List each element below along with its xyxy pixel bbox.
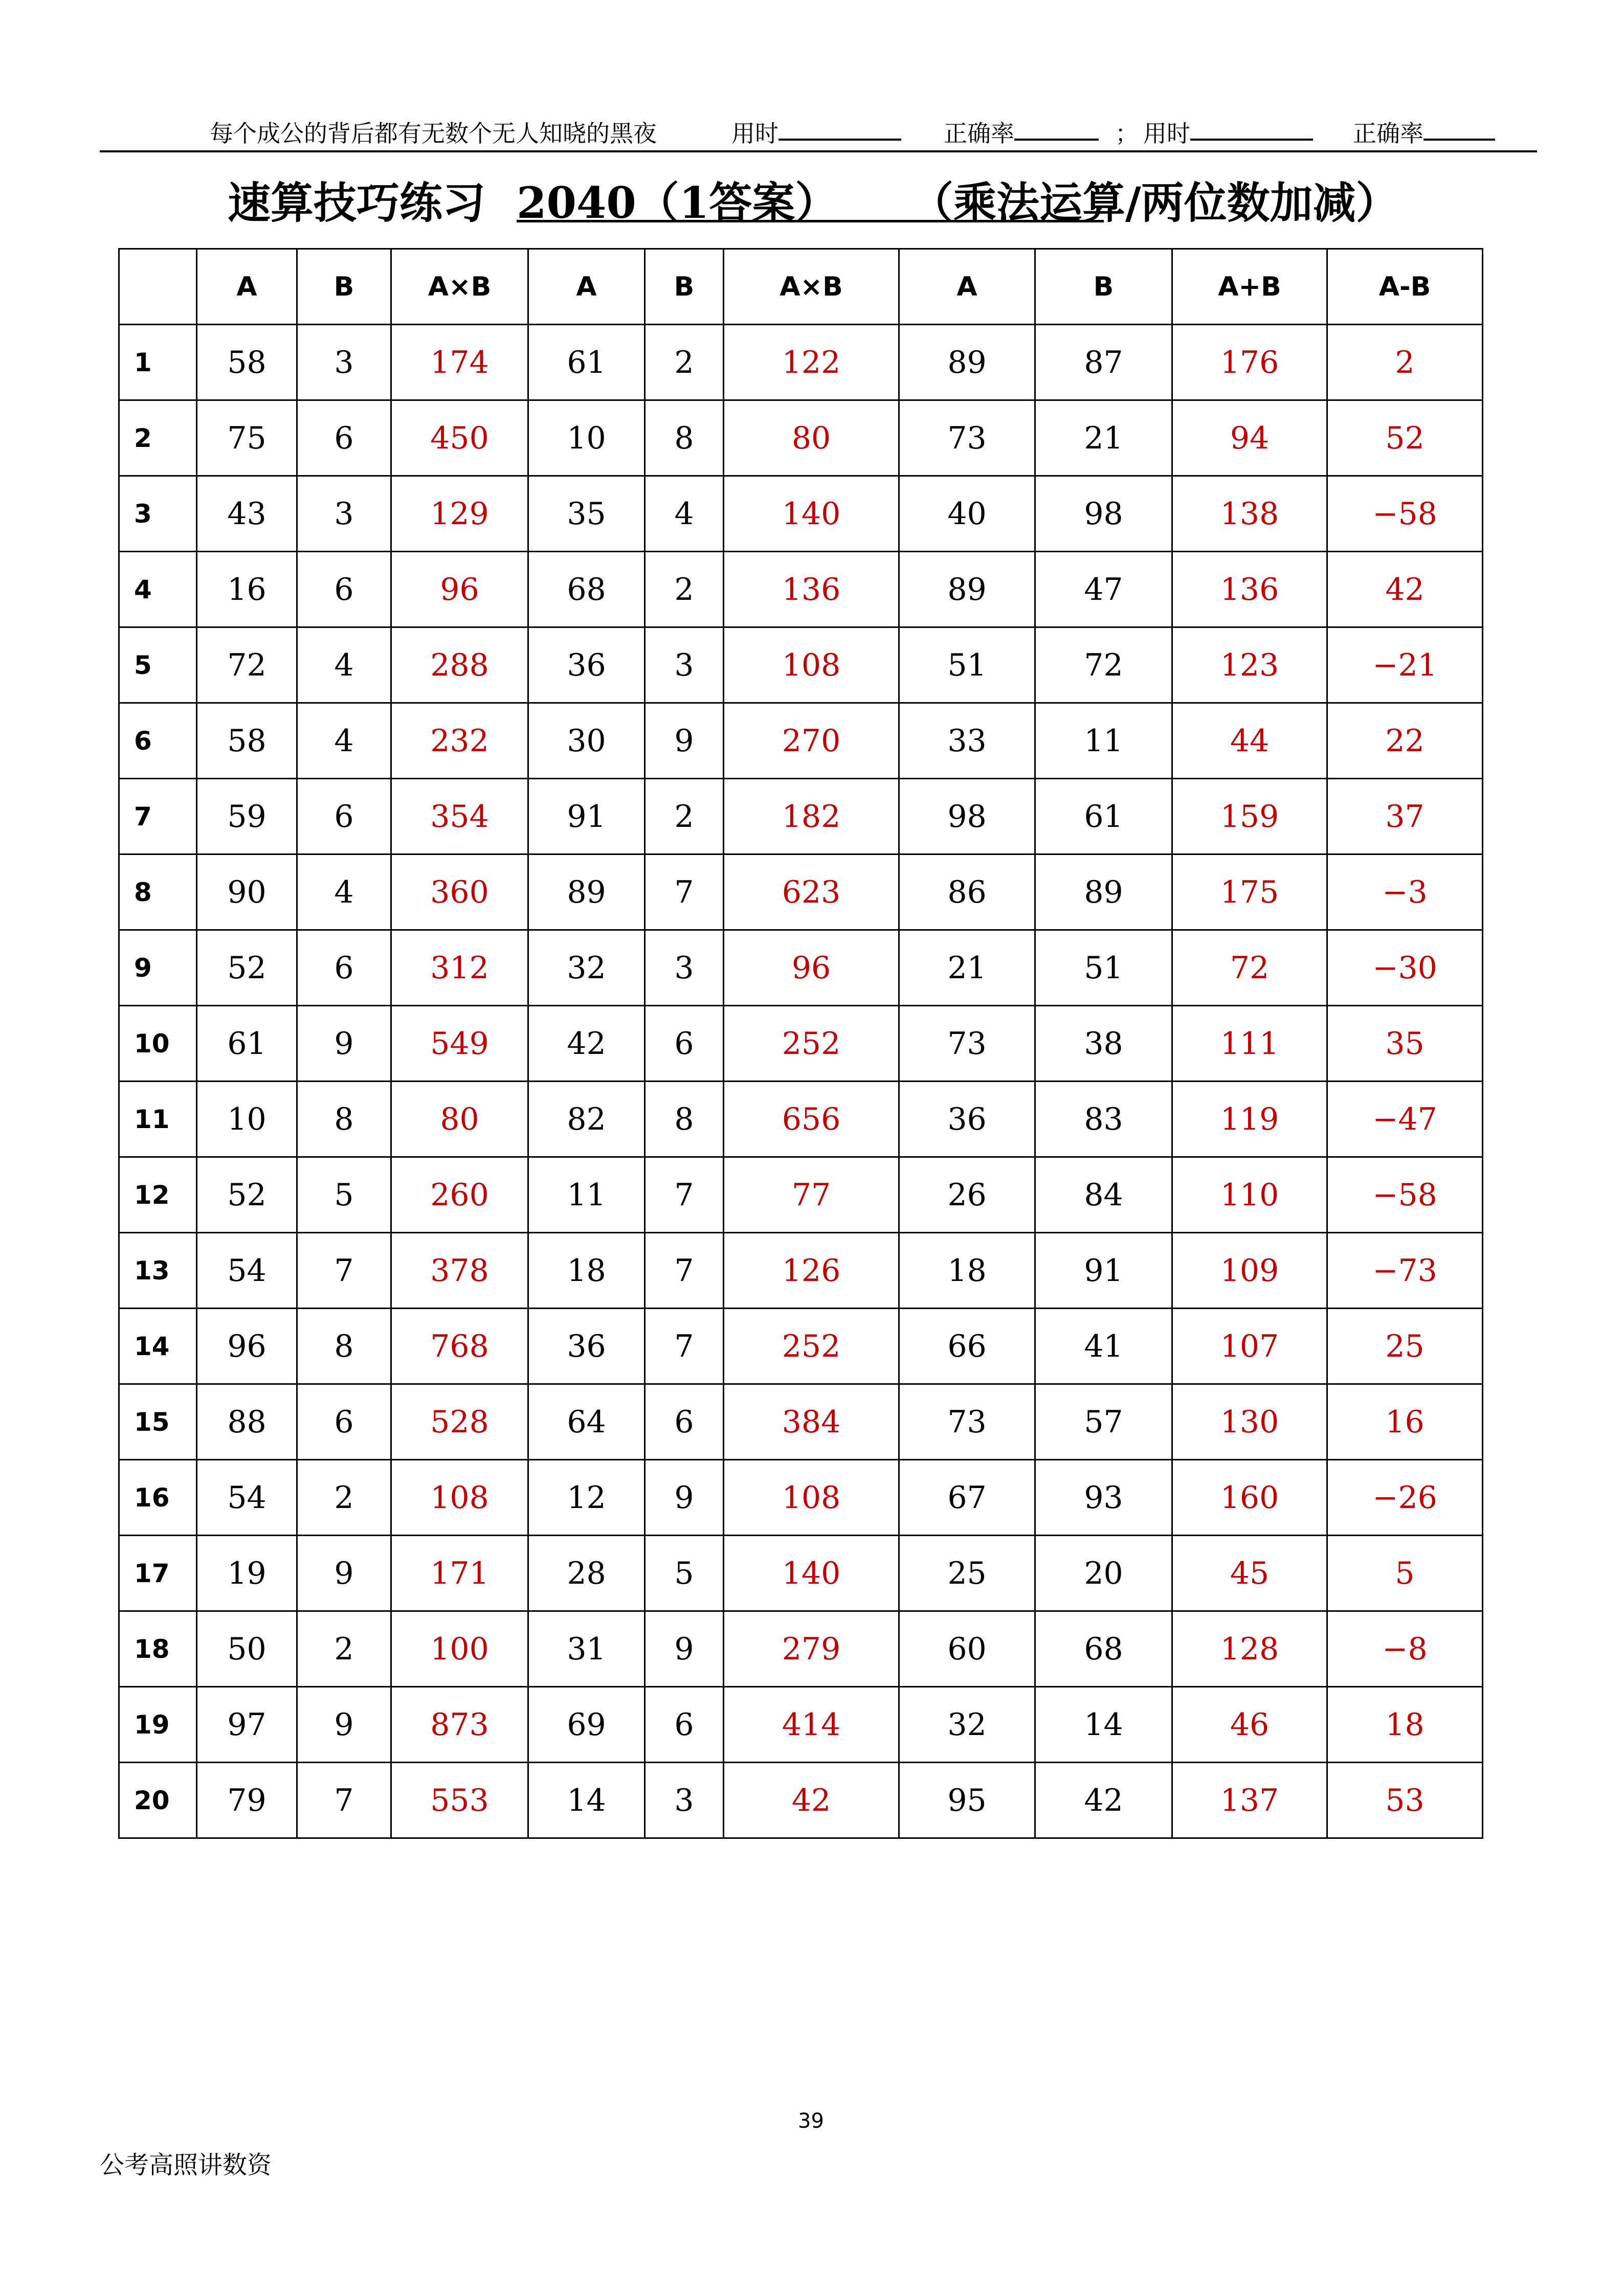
table-row [119, 476, 1483, 552]
title-main: 速算技巧练习 [228, 177, 486, 228]
answer-cell: 137 [1172, 1763, 1327, 1838]
operand-cell: 89 [528, 854, 645, 930]
operand-cell: 7 [645, 1233, 724, 1309]
operand-cell: 32 [899, 1687, 1035, 1763]
table-row [119, 1233, 1483, 1309]
operand-cell: 73 [899, 1384, 1035, 1460]
answer-cell: 160 [1172, 1460, 1327, 1536]
operand-cell: 6 [297, 779, 391, 854]
operand-cell: 3 [645, 627, 724, 703]
operand-cell: 47 [1035, 552, 1172, 627]
answer-cell: 553 [391, 1763, 528, 1838]
answer-cell: 77 [724, 1157, 899, 1233]
header-row [119, 249, 1483, 325]
column-header: A×B [724, 249, 899, 325]
answer-cell: 80 [391, 1082, 528, 1157]
title-subtitle: （乘法运算/两位数加减） [910, 177, 1399, 228]
answer-cell: −8 [1327, 1611, 1483, 1687]
row-index: 10 [119, 1006, 197, 1082]
operand-cell: 75 [197, 400, 297, 476]
operand-cell: 3 [297, 476, 391, 552]
operand-cell: 6 [645, 1384, 724, 1460]
operand-cell: 51 [1035, 930, 1172, 1006]
operand-cell: 12 [528, 1460, 645, 1536]
table-row [119, 552, 1483, 627]
answer-cell: 42 [724, 1763, 899, 1838]
answer-cell: 138 [1172, 476, 1327, 552]
operand-cell: 72 [1035, 627, 1172, 703]
answer-cell: 171 [391, 1536, 528, 1611]
operand-cell: 26 [899, 1157, 1035, 1233]
table-row [119, 703, 1483, 779]
answer-cell: 18 [1327, 1687, 1483, 1763]
answer-cell: 656 [724, 1082, 899, 1157]
operand-cell: 19 [197, 1536, 297, 1611]
answer-cell: 44 [1172, 703, 1327, 779]
answer-cell: 549 [391, 1006, 528, 1082]
operand-cell: 3 [645, 930, 724, 1006]
operand-cell: 38 [1035, 1006, 1172, 1082]
row-index: 16 [119, 1460, 197, 1536]
operand-cell: 2 [645, 325, 724, 400]
column-header: A×B [391, 249, 528, 325]
answer-cell: 232 [391, 703, 528, 779]
operand-cell: 66 [899, 1309, 1035, 1384]
operand-cell: 8 [297, 1309, 391, 1384]
answer-cell: 450 [391, 400, 528, 476]
answer-cell: 96 [724, 930, 899, 1006]
operand-cell: 82 [528, 1082, 645, 1157]
answer-cell: 360 [391, 854, 528, 930]
answer-cell: −58 [1327, 476, 1483, 552]
answer-cell: 129 [391, 476, 528, 552]
answer-cell: 126 [724, 1233, 899, 1309]
table-row [119, 1763, 1483, 1838]
row-index: 2 [119, 400, 197, 476]
operand-cell: 2 [297, 1460, 391, 1536]
answer-cell: 107 [1172, 1309, 1327, 1384]
answer-cell: 52 [1327, 400, 1483, 476]
time-blank-2[interactable] [1190, 115, 1313, 141]
operand-cell: 31 [528, 1611, 645, 1687]
operand-cell: 91 [528, 779, 645, 854]
answer-cell: −47 [1327, 1082, 1483, 1157]
operand-cell: 41 [1035, 1309, 1172, 1384]
answer-cell: 159 [1172, 779, 1327, 854]
operand-cell: 42 [1035, 1763, 1172, 1838]
answer-cell: 182 [724, 779, 899, 854]
operand-cell: 95 [899, 1763, 1035, 1838]
operand-cell: 90 [197, 854, 297, 930]
operand-cell: 54 [197, 1460, 297, 1536]
answer-cell: 108 [724, 1460, 899, 1536]
operand-cell: 5 [297, 1157, 391, 1233]
operand-cell: 96 [197, 1309, 297, 1384]
operand-cell: 57 [1035, 1384, 1172, 1460]
operand-cell: 79 [197, 1763, 297, 1838]
operand-cell: 88 [197, 1384, 297, 1460]
operand-cell: 67 [899, 1460, 1035, 1536]
operand-cell: 91 [1035, 1233, 1172, 1309]
row-index: 5 [119, 627, 197, 703]
header-index-cell [119, 249, 197, 325]
operand-cell: 61 [528, 325, 645, 400]
operand-cell: 21 [1035, 400, 1172, 476]
operand-cell: 6 [645, 1687, 724, 1763]
operand-cell: 68 [1035, 1611, 1172, 1687]
row-index: 18 [119, 1611, 197, 1687]
answer-cell: 252 [724, 1006, 899, 1082]
separator: ； [1115, 120, 1139, 147]
operand-cell: 43 [197, 476, 297, 552]
operand-cell: 72 [197, 627, 297, 703]
answer-cell: 25 [1327, 1309, 1483, 1384]
answer-cell: 37 [1327, 779, 1483, 854]
table-row [119, 325, 1483, 400]
operand-cell: 89 [899, 325, 1035, 400]
answer-cell: 22 [1327, 703, 1483, 779]
row-index: 1 [119, 325, 197, 400]
answer-cell: 111 [1172, 1006, 1327, 1082]
operand-cell: 73 [899, 1006, 1035, 1082]
answer-cell: 140 [724, 1536, 899, 1611]
answer-cell: 96 [391, 552, 528, 627]
accuracy-blank-1[interactable] [1014, 115, 1099, 141]
operand-cell: 16 [197, 552, 297, 627]
operand-cell: 5 [645, 1536, 724, 1611]
answer-cell: 46 [1172, 1687, 1327, 1763]
operand-cell: 50 [197, 1611, 297, 1687]
operand-cell: 7 [645, 1309, 724, 1384]
answer-cell: 140 [724, 476, 899, 552]
table-row [119, 1157, 1483, 1233]
answer-cell: 312 [391, 930, 528, 1006]
operand-cell: 6 [297, 1384, 391, 1460]
operand-cell: 98 [899, 779, 1035, 854]
operand-cell: 18 [899, 1233, 1035, 1309]
operand-cell: 14 [1035, 1687, 1172, 1763]
operand-cell: 9 [297, 1006, 391, 1082]
answer-cell: 109 [1172, 1233, 1327, 1309]
operand-cell: 11 [1035, 703, 1172, 779]
practice-table [118, 248, 1483, 1839]
operand-cell: 54 [197, 1233, 297, 1309]
operand-cell: 9 [645, 703, 724, 779]
operand-cell: 8 [297, 1082, 391, 1157]
answer-cell: 128 [1172, 1611, 1327, 1687]
operand-cell: 10 [197, 1082, 297, 1157]
row-index: 13 [119, 1233, 197, 1309]
operand-cell: 59 [197, 779, 297, 854]
operand-cell: 33 [899, 703, 1035, 779]
answer-cell: 108 [724, 627, 899, 703]
operand-cell: 9 [297, 1687, 391, 1763]
answer-cell: 122 [724, 325, 899, 400]
answer-cell: 260 [391, 1157, 528, 1233]
row-index: 17 [119, 1536, 197, 1611]
answer-cell: 174 [391, 325, 528, 400]
operand-cell: 6 [297, 400, 391, 476]
operand-cell: 36 [899, 1082, 1035, 1157]
table-row [119, 1082, 1483, 1157]
answer-cell: 252 [724, 1309, 899, 1384]
table-row [119, 1611, 1483, 1687]
row-index: 14 [119, 1309, 197, 1384]
operand-cell: 2 [645, 779, 724, 854]
operand-cell: 51 [899, 627, 1035, 703]
answer-cell: 53 [1327, 1763, 1483, 1838]
table-row [119, 1460, 1483, 1536]
answer-cell: 130 [1172, 1384, 1327, 1460]
answer-cell: 80 [724, 400, 899, 476]
table-row [119, 854, 1483, 930]
operand-cell: 58 [197, 703, 297, 779]
row-index: 19 [119, 1687, 197, 1763]
operand-cell: 2 [645, 552, 724, 627]
operand-cell: 42 [528, 1006, 645, 1082]
row-index: 15 [119, 1384, 197, 1460]
row-index: 7 [119, 779, 197, 854]
operand-cell: 89 [899, 552, 1035, 627]
answer-cell: 176 [1172, 325, 1327, 400]
answer-cell: 42 [1327, 552, 1483, 627]
operand-cell: 3 [645, 1763, 724, 1838]
answer-cell: 528 [391, 1384, 528, 1460]
operand-cell: 20 [1035, 1536, 1172, 1611]
answer-cell: 72 [1172, 930, 1327, 1006]
answer-cell: 94 [1172, 400, 1327, 476]
answer-cell: 119 [1172, 1082, 1327, 1157]
row-index: 6 [119, 703, 197, 779]
answer-cell: 384 [724, 1384, 899, 1460]
operand-cell: 3 [297, 325, 391, 400]
answer-cell: −21 [1327, 627, 1483, 703]
operand-cell: 9 [645, 1460, 724, 1536]
answer-cell: −3 [1327, 854, 1483, 930]
answer-cell: 123 [1172, 627, 1327, 703]
operand-cell: 69 [528, 1687, 645, 1763]
table-row [119, 627, 1483, 703]
operand-cell: 52 [197, 930, 297, 1006]
answer-cell: 100 [391, 1611, 528, 1687]
answer-cell: 108 [391, 1460, 528, 1536]
operand-cell: 35 [528, 476, 645, 552]
operand-cell: 4 [645, 476, 724, 552]
operand-cell: 86 [899, 854, 1035, 930]
operand-cell: 8 [645, 400, 724, 476]
answer-cell: 175 [1172, 854, 1327, 930]
table-row [119, 1006, 1483, 1082]
motto: 每个成公的背后都有无数个无人知晓的黑夜 [210, 120, 657, 147]
operand-cell: 60 [899, 1611, 1035, 1687]
operand-cell: 9 [645, 1611, 724, 1687]
operand-cell: 10 [528, 400, 645, 476]
row-index: 4 [119, 552, 197, 627]
answer-cell: 378 [391, 1233, 528, 1309]
page-header [100, 115, 1537, 151]
operand-cell: 9 [297, 1536, 391, 1611]
time-label-2: 用时 [1143, 115, 1190, 149]
table-row [119, 1309, 1483, 1384]
column-header: B [1035, 249, 1172, 325]
column-header: A [197, 249, 297, 325]
operand-cell: 40 [899, 476, 1035, 552]
operand-cell: 83 [1035, 1082, 1172, 1157]
answer-cell: 279 [724, 1611, 899, 1687]
accuracy-label-2: 正确率 [1353, 115, 1423, 149]
operand-cell: 7 [297, 1233, 391, 1309]
row-index: 11 [119, 1082, 197, 1157]
operand-cell: 6 [645, 1006, 724, 1082]
operand-cell: 4 [297, 703, 391, 779]
operand-cell: 4 [297, 627, 391, 703]
answer-cell: 873 [391, 1687, 528, 1763]
operand-cell: 97 [197, 1687, 297, 1763]
operand-cell: 36 [528, 627, 645, 703]
table-row [119, 400, 1483, 476]
table-row [119, 1687, 1483, 1763]
row-index: 20 [119, 1763, 197, 1838]
answer-cell: −73 [1327, 1233, 1483, 1309]
answer-cell: 5 [1327, 1536, 1483, 1611]
column-header: B [645, 249, 724, 325]
answer-cell: −30 [1327, 930, 1483, 1006]
row-index: 8 [119, 854, 197, 930]
operand-cell: 36 [528, 1309, 645, 1384]
operand-cell: 84 [1035, 1157, 1172, 1233]
answer-cell: 136 [724, 552, 899, 627]
table-row [119, 779, 1483, 854]
operand-cell: 61 [1035, 779, 1172, 854]
row-index: 12 [119, 1157, 197, 1233]
answer-cell: 2 [1327, 325, 1483, 400]
answer-cell: 414 [724, 1687, 899, 1763]
answer-cell: 35 [1327, 1006, 1483, 1082]
operand-cell: 93 [1035, 1460, 1172, 1536]
operand-cell: 7 [645, 1157, 724, 1233]
accuracy-blank-2[interactable] [1423, 115, 1495, 141]
row-index: 3 [119, 476, 197, 552]
table-row [119, 1536, 1483, 1611]
operand-cell: 14 [528, 1763, 645, 1838]
operand-cell: 52 [197, 1157, 297, 1233]
table-row [119, 1384, 1483, 1460]
operand-cell: 28 [528, 1536, 645, 1611]
operand-cell: 32 [528, 930, 645, 1006]
answer-cell: 110 [1172, 1157, 1327, 1233]
column-header: A-B [1327, 249, 1483, 325]
answer-cell: 354 [391, 779, 528, 854]
answer-cell: 45 [1172, 1536, 1327, 1611]
operand-cell: 7 [645, 854, 724, 930]
answer-cell: 16 [1327, 1384, 1483, 1460]
answer-cell: 136 [1172, 552, 1327, 627]
column-header: A+B [1172, 249, 1327, 325]
operand-cell: 8 [645, 1082, 724, 1157]
answer-cell: 288 [391, 627, 528, 703]
table-row [119, 930, 1483, 1006]
page-number: 39 [798, 2109, 824, 2133]
column-header: A [528, 249, 645, 325]
answer-cell: −58 [1327, 1157, 1483, 1233]
operand-cell: 73 [899, 400, 1035, 476]
operand-cell: 7 [297, 1763, 391, 1838]
answer-cell: 623 [724, 854, 899, 930]
row-index: 9 [119, 930, 197, 1006]
time-blank-1[interactable] [778, 115, 901, 141]
operand-cell: 64 [528, 1384, 645, 1460]
operand-cell: 30 [528, 703, 645, 779]
answer-cell: 270 [724, 703, 899, 779]
operand-cell: 87 [1035, 325, 1172, 400]
operand-cell: 18 [528, 1233, 645, 1309]
operand-cell: 6 [297, 930, 391, 1006]
accuracy-label-1: 正确率 [944, 115, 1014, 149]
operand-cell: 58 [197, 325, 297, 400]
answer-cell: 768 [391, 1309, 528, 1384]
time-label-1: 用时 [731, 115, 778, 149]
column-header: B [297, 249, 391, 325]
title-code: 2040（1答案） [517, 177, 838, 228]
operand-cell: 11 [528, 1157, 645, 1233]
operand-cell: 25 [899, 1536, 1035, 1611]
operand-cell: 4 [297, 854, 391, 930]
operand-cell: 98 [1035, 476, 1172, 552]
footer-text: 公考高照讲数资 [100, 2151, 272, 2179]
operand-cell: 89 [1035, 854, 1172, 930]
column-header: A [899, 249, 1035, 325]
operand-cell: 21 [899, 930, 1035, 1006]
header-rule [100, 150, 1537, 152]
operand-cell: 68 [528, 552, 645, 627]
operand-cell: 61 [197, 1006, 297, 1082]
operand-cell: 6 [297, 552, 391, 627]
operand-cell: 2 [297, 1611, 391, 1687]
answer-cell: −26 [1327, 1460, 1483, 1536]
